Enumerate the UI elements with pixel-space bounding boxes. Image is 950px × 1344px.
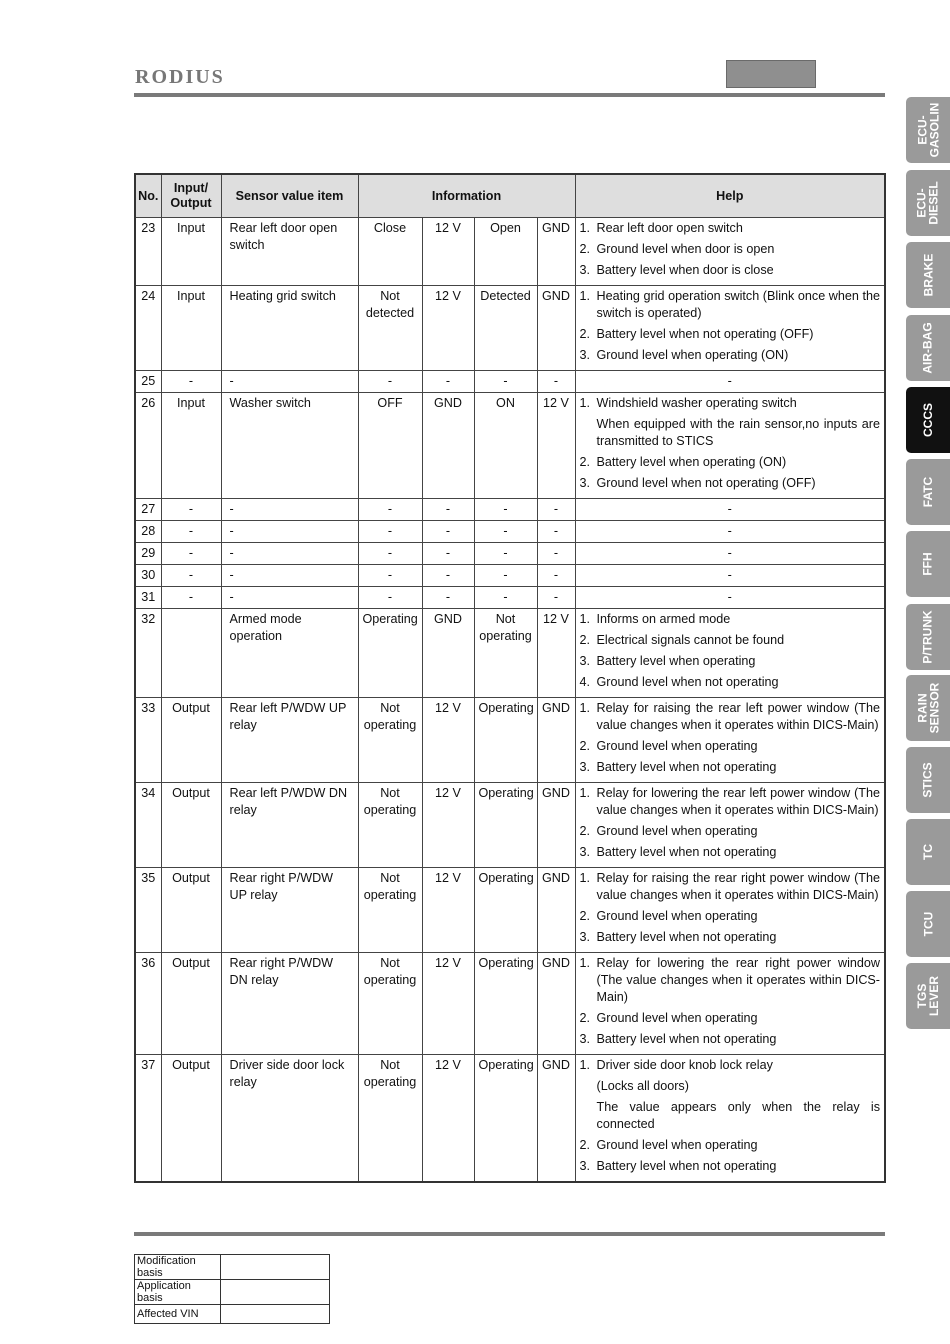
table-header-row — [135, 174, 885, 218]
info-state-2: - — [474, 371, 537, 393]
header-io: Input/ Output — [161, 174, 221, 218]
info-level-2: GND — [537, 218, 575, 286]
help-cell — [575, 1055, 885, 1183]
header-no: No. — [135, 174, 161, 218]
help-item — [580, 632, 881, 649]
help-item — [580, 1010, 881, 1027]
info-state-2: Detected — [474, 286, 537, 371]
sensor-item: - — [221, 521, 358, 543]
sensor-item: - — [221, 371, 358, 393]
help-item-number: 2. — [579, 909, 591, 923]
help-item — [580, 454, 881, 471]
help-item-number: 2. — [579, 1011, 591, 1025]
help-item-number: 3. — [579, 930, 591, 944]
side-tab[interactable] — [906, 604, 950, 670]
row-number: 24 — [135, 286, 161, 371]
table-row — [135, 953, 885, 1055]
io-type: Output — [161, 698, 221, 783]
help-cell: - — [575, 565, 885, 587]
info-level-1: GND — [422, 609, 474, 698]
io-type: - — [161, 565, 221, 587]
help-item-text: Battery level when door is close — [596, 263, 774, 277]
help-item-text: Battery level when not operating — [596, 1032, 777, 1046]
help-cell — [575, 218, 885, 286]
help-item — [580, 347, 881, 364]
header-box — [726, 60, 816, 88]
info-level-2: - — [537, 499, 575, 521]
help-item-number: 1. — [579, 221, 591, 235]
help-cell — [575, 953, 885, 1055]
table-row — [135, 565, 885, 587]
modification-basis-value — [221, 1255, 330, 1280]
info-level-2: GND — [537, 698, 575, 783]
info-state-2: Not operating — [474, 609, 537, 698]
info-state-2: - — [474, 543, 537, 565]
help-item-number: 3. — [579, 1032, 591, 1046]
help-item — [580, 1031, 881, 1048]
row-number: 29 — [135, 543, 161, 565]
help-cell — [575, 868, 885, 953]
info-state-2: - — [474, 499, 537, 521]
help-item-number: 1. — [579, 786, 591, 800]
table-row — [135, 1055, 885, 1183]
help-item — [580, 416, 881, 450]
side-tab-label: TGS LEVER — [914, 975, 941, 1017]
info-state-1: - — [358, 499, 422, 521]
io-type: - — [161, 499, 221, 521]
help-item — [580, 929, 881, 946]
side-tab-label: FFH — [920, 552, 935, 576]
help-item-number: 2. — [579, 633, 591, 647]
info-state-1: Operating — [358, 609, 422, 698]
help-item-text: Relay for raising the rear left power window (The value changes when it operates within DICS-Main) — [596, 701, 881, 732]
info-level-1: 12 V — [422, 953, 474, 1055]
info-level-2: GND — [537, 868, 575, 953]
info-level-1: 12 V — [422, 868, 474, 953]
io-type: - — [161, 521, 221, 543]
io-type: Input — [161, 286, 221, 371]
help-cell — [575, 393, 885, 499]
side-tab-label: STICS — [921, 762, 935, 798]
help-item — [580, 241, 881, 258]
help-item-text: Battery level when operating — [596, 654, 756, 668]
modification-basis-label: Modification basis — [135, 1255, 221, 1280]
help-item — [580, 785, 881, 819]
help-item — [580, 1137, 881, 1154]
help-item-text: Informs on armed mode — [596, 612, 731, 626]
sensor-item: Armed mode operation — [221, 609, 358, 698]
io-type: Output — [161, 953, 221, 1055]
affected-vin-value — [221, 1305, 330, 1324]
help-cell: - — [575, 587, 885, 609]
row-number: 28 — [135, 521, 161, 543]
info-state-1: Not operating — [358, 698, 422, 783]
help-item-number: 2. — [579, 455, 591, 469]
sensor-item: - — [221, 587, 358, 609]
info-state-1: - — [358, 371, 422, 393]
revision-row — [135, 1280, 330, 1305]
table-row — [135, 698, 885, 783]
info-state-2: Operating — [474, 953, 537, 1055]
application-basis-label: Application basis — [135, 1280, 221, 1305]
help-item-number: 3. — [579, 476, 591, 490]
bottom-rule — [134, 1232, 885, 1236]
help-cell — [575, 286, 885, 371]
help-item — [580, 611, 881, 628]
info-state-1: Not detected — [358, 286, 422, 371]
side-tab[interactable] — [906, 170, 950, 236]
help-item-number: 2. — [579, 739, 591, 753]
info-level-2: - — [537, 521, 575, 543]
side-tab[interactable] — [906, 97, 950, 163]
help-item-text: Battery level when not operating — [596, 760, 777, 774]
help-item-text: Battery level when not operating — [596, 930, 777, 944]
help-cell: - — [575, 543, 885, 565]
help-item — [580, 288, 881, 322]
info-state-2: - — [474, 587, 537, 609]
info-state-2: ON — [474, 393, 537, 499]
info-level-2: 12 V — [537, 609, 575, 698]
table-row — [135, 587, 885, 609]
info-level-1: - — [422, 371, 474, 393]
row-number: 25 — [135, 371, 161, 393]
info-state-2: Open — [474, 218, 537, 286]
help-item-text: Ground level when operating — [596, 1138, 758, 1152]
help-item — [580, 262, 881, 279]
sensor-item: Heating grid switch — [221, 286, 358, 371]
info-state-2: Operating — [474, 868, 537, 953]
sensor-item: Driver side door lock relay — [221, 1055, 358, 1183]
side-tab-label: RAIN SENSOR — [915, 682, 941, 734]
help-item — [580, 738, 881, 755]
side-tab-label: ECU- GASOLIN — [915, 102, 942, 158]
row-number: 23 — [135, 218, 161, 286]
help-item-number: 2. — [579, 824, 591, 838]
help-item-number: 3. — [579, 263, 591, 277]
revision-row — [135, 1255, 330, 1280]
info-level-1: GND — [422, 393, 474, 499]
sensor-item: - — [221, 543, 358, 565]
help-item-number: 4. — [579, 675, 591, 689]
help-item — [580, 870, 881, 904]
info-level-2: - — [537, 371, 575, 393]
row-number: 35 — [135, 868, 161, 953]
info-level-2: - — [537, 587, 575, 609]
help-item-number: 1. — [579, 871, 591, 885]
info-level-2: GND — [537, 783, 575, 868]
info-level-1: 12 V — [422, 698, 474, 783]
table-row — [135, 286, 885, 371]
help-cell — [575, 783, 885, 868]
info-state-2: Operating — [474, 1055, 537, 1183]
help-item — [580, 220, 881, 237]
row-number: 36 — [135, 953, 161, 1055]
info-state-2: - — [474, 565, 537, 587]
info-state-1: Not operating — [358, 953, 422, 1055]
help-item — [580, 395, 881, 412]
sensor-item: Rear left P/WDW DN relay — [221, 783, 358, 868]
io-type: - — [161, 587, 221, 609]
help-item-text: The value appears only when the relay is connected — [596, 1100, 881, 1131]
row-number: 31 — [135, 587, 161, 609]
info-level-1: - — [422, 521, 474, 543]
help-item-text: Electrical signals cannot be found — [596, 633, 785, 647]
row-number: 26 — [135, 393, 161, 499]
io-type: - — [161, 543, 221, 565]
help-item-number: 1. — [579, 701, 591, 715]
help-item-text: Ground level when not operating (OFF) — [596, 476, 816, 490]
help-item — [580, 700, 881, 734]
help-item — [580, 653, 881, 670]
help-item-text: (Locks all doors) — [596, 1079, 689, 1093]
help-item-text: Ground level when operating — [596, 909, 758, 923]
revision-row — [135, 1305, 330, 1324]
side-tab-label: BRAKE — [920, 253, 935, 297]
side-tab[interactable] — [906, 242, 950, 308]
help-item-text: Rear left door open switch — [596, 221, 743, 235]
info-state-1: Not operating — [358, 868, 422, 953]
help-item — [580, 823, 881, 840]
info-state-1: - — [358, 521, 422, 543]
side-tab-label: TC — [921, 844, 935, 860]
side-tab-label: TCU — [920, 911, 935, 937]
side-tab[interactable] — [906, 675, 950, 741]
info-state-2: - — [474, 521, 537, 543]
help-item-text: When equipped with the rain sensor,no inputs are transmitted to STICS — [596, 417, 881, 448]
help-item-number: 2. — [579, 327, 591, 341]
help-item-text: Relay for lowering the rear left power window (The value changes when it operates within DICS-Main) — [596, 786, 881, 817]
help-item-text: Ground level when not operating — [596, 675, 779, 689]
info-state-1: Close — [358, 218, 422, 286]
help-cell: - — [575, 371, 885, 393]
side-tab-label: AIR-BAG — [921, 322, 936, 374]
info-level-1: - — [422, 587, 474, 609]
sensor-item: Rear left P/WDW UP relay — [221, 698, 358, 783]
help-item — [580, 1078, 881, 1095]
side-tab-label: ECU- DIESEL — [915, 181, 941, 225]
help-item-text: Ground level when door is open — [596, 242, 775, 256]
info-level-2: 12 V — [537, 393, 575, 499]
table-row — [135, 499, 885, 521]
help-item-number: 1. — [579, 396, 591, 410]
help-item — [580, 1057, 881, 1074]
side-tab[interactable] — [906, 315, 950, 381]
help-item-number: 3. — [579, 845, 591, 859]
header-info: Information — [358, 174, 575, 218]
side-tab-label: P/TRUNK — [921, 610, 935, 664]
help-item-number: 3. — [579, 654, 591, 668]
help-item-text: Relay for lowering the rear right power window (The value changes when it operates within DICS-Main) — [596, 956, 881, 1004]
table-row — [135, 393, 885, 499]
help-item — [580, 955, 881, 1006]
row-number: 27 — [135, 499, 161, 521]
side-tab[interactable] — [906, 819, 950, 885]
info-state-2: Operating — [474, 698, 537, 783]
help-cell — [575, 609, 885, 698]
sensor-item: - — [221, 565, 358, 587]
side-tab[interactable] — [906, 387, 950, 453]
sensor-item: Rear left door open switch — [221, 218, 358, 286]
info-state-1: Not operating — [358, 1055, 422, 1183]
info-level-1: 12 V — [422, 286, 474, 371]
table-row — [135, 218, 885, 286]
info-level-1: - — [422, 499, 474, 521]
info-level-1: - — [422, 543, 474, 565]
application-basis-value — [221, 1280, 330, 1305]
info-state-1: - — [358, 587, 422, 609]
help-item — [580, 844, 881, 861]
side-tab[interactable] — [906, 459, 950, 525]
revision-table — [134, 1254, 330, 1324]
side-tab[interactable] — [906, 891, 950, 957]
table-row — [135, 868, 885, 953]
help-item-text: Relay for raising the rear right power window (The value changes when it operates within DICS-Main) — [596, 871, 881, 902]
row-number: 33 — [135, 698, 161, 783]
info-state-1: - — [358, 543, 422, 565]
help-item-number: 3. — [579, 1159, 591, 1173]
sensor-item: Washer switch — [221, 393, 358, 499]
info-level-2: GND — [537, 953, 575, 1055]
help-item-number: 1. — [579, 1058, 591, 1072]
sensor-item: Rear right P/WDW UP relay — [221, 868, 358, 953]
help-item-text: Battery level when operating (ON) — [596, 455, 787, 469]
side-tab-label: CCCS — [920, 402, 935, 438]
help-item-text: Driver side door knob lock relay — [596, 1058, 773, 1072]
table-row — [135, 521, 885, 543]
help-item-text: Battery level when not operating — [596, 845, 777, 859]
help-item-text: Ground level when operating (ON) — [596, 348, 789, 362]
help-item-number: 2. — [579, 1138, 591, 1152]
help-item — [580, 326, 881, 343]
help-item — [580, 908, 881, 925]
info-level-2: GND — [537, 1055, 575, 1183]
io-type: Output — [161, 1055, 221, 1183]
io-type: Output — [161, 868, 221, 953]
brand-logo: RODIUS — [135, 66, 225, 88]
info-level-2: - — [537, 543, 575, 565]
help-item-number: 3. — [579, 348, 591, 362]
help-cell: - — [575, 499, 885, 521]
info-level-1: 12 V — [422, 1055, 474, 1183]
help-item — [580, 674, 881, 691]
side-tab[interactable] — [906, 531, 950, 597]
info-level-1: 12 V — [422, 783, 474, 868]
io-type — [161, 609, 221, 698]
help-item-number: 2. — [579, 242, 591, 256]
info-state-1: OFF — [358, 393, 422, 499]
io-type: Output — [161, 783, 221, 868]
table-row — [135, 543, 885, 565]
header-help: Help — [575, 174, 885, 218]
sensor-item: - — [221, 499, 358, 521]
help-cell — [575, 698, 885, 783]
info-level-2: GND — [537, 286, 575, 371]
sensor-table — [134, 173, 886, 1183]
top-rule — [134, 93, 885, 97]
info-level-1: - — [422, 565, 474, 587]
io-type: Input — [161, 393, 221, 499]
help-item-text: Windshield washer operating switch — [596, 396, 797, 410]
affected-vin-label: Affected VIN — [135, 1305, 221, 1324]
help-item-text: Ground level when operating — [596, 824, 758, 838]
io-type: Input — [161, 218, 221, 286]
io-type: - — [161, 371, 221, 393]
help-cell: - — [575, 521, 885, 543]
row-number: 30 — [135, 565, 161, 587]
table-row — [135, 609, 885, 698]
info-level-1: 12 V — [422, 218, 474, 286]
header-item: Sensor value item — [221, 174, 358, 218]
row-number: 34 — [135, 783, 161, 868]
side-tab[interactable] — [906, 747, 950, 813]
info-level-2: - — [537, 565, 575, 587]
help-item — [580, 475, 881, 492]
help-item-text: Battery level when not operating — [596, 1159, 777, 1173]
help-item-number: 1. — [579, 289, 591, 303]
help-item-text: Ground level when operating — [596, 739, 758, 753]
side-tab[interactable] — [906, 963, 950, 1029]
help-item-number: 1. — [579, 956, 591, 970]
help-item-number: 3. — [579, 760, 591, 774]
help-item-text: Ground level when operating — [596, 1011, 758, 1025]
info-state-2: Operating — [474, 783, 537, 868]
help-item — [580, 759, 881, 776]
table-row — [135, 371, 885, 393]
help-item — [580, 1158, 881, 1175]
help-item — [580, 1099, 881, 1133]
row-number: 32 — [135, 609, 161, 698]
row-number: 37 — [135, 1055, 161, 1183]
sensor-item: Rear right P/WDW DN relay — [221, 953, 358, 1055]
info-state-1: - — [358, 565, 422, 587]
info-state-1: Not operating — [358, 783, 422, 868]
table-row — [135, 783, 885, 868]
side-tab-label: FATC — [920, 476, 935, 508]
help-item-text: Battery level when not operating (OFF) — [596, 327, 814, 341]
help-item-number: 1. — [579, 612, 591, 626]
help-item-text: Heating grid operation switch (Blink once when the switch is operated) — [596, 289, 881, 320]
